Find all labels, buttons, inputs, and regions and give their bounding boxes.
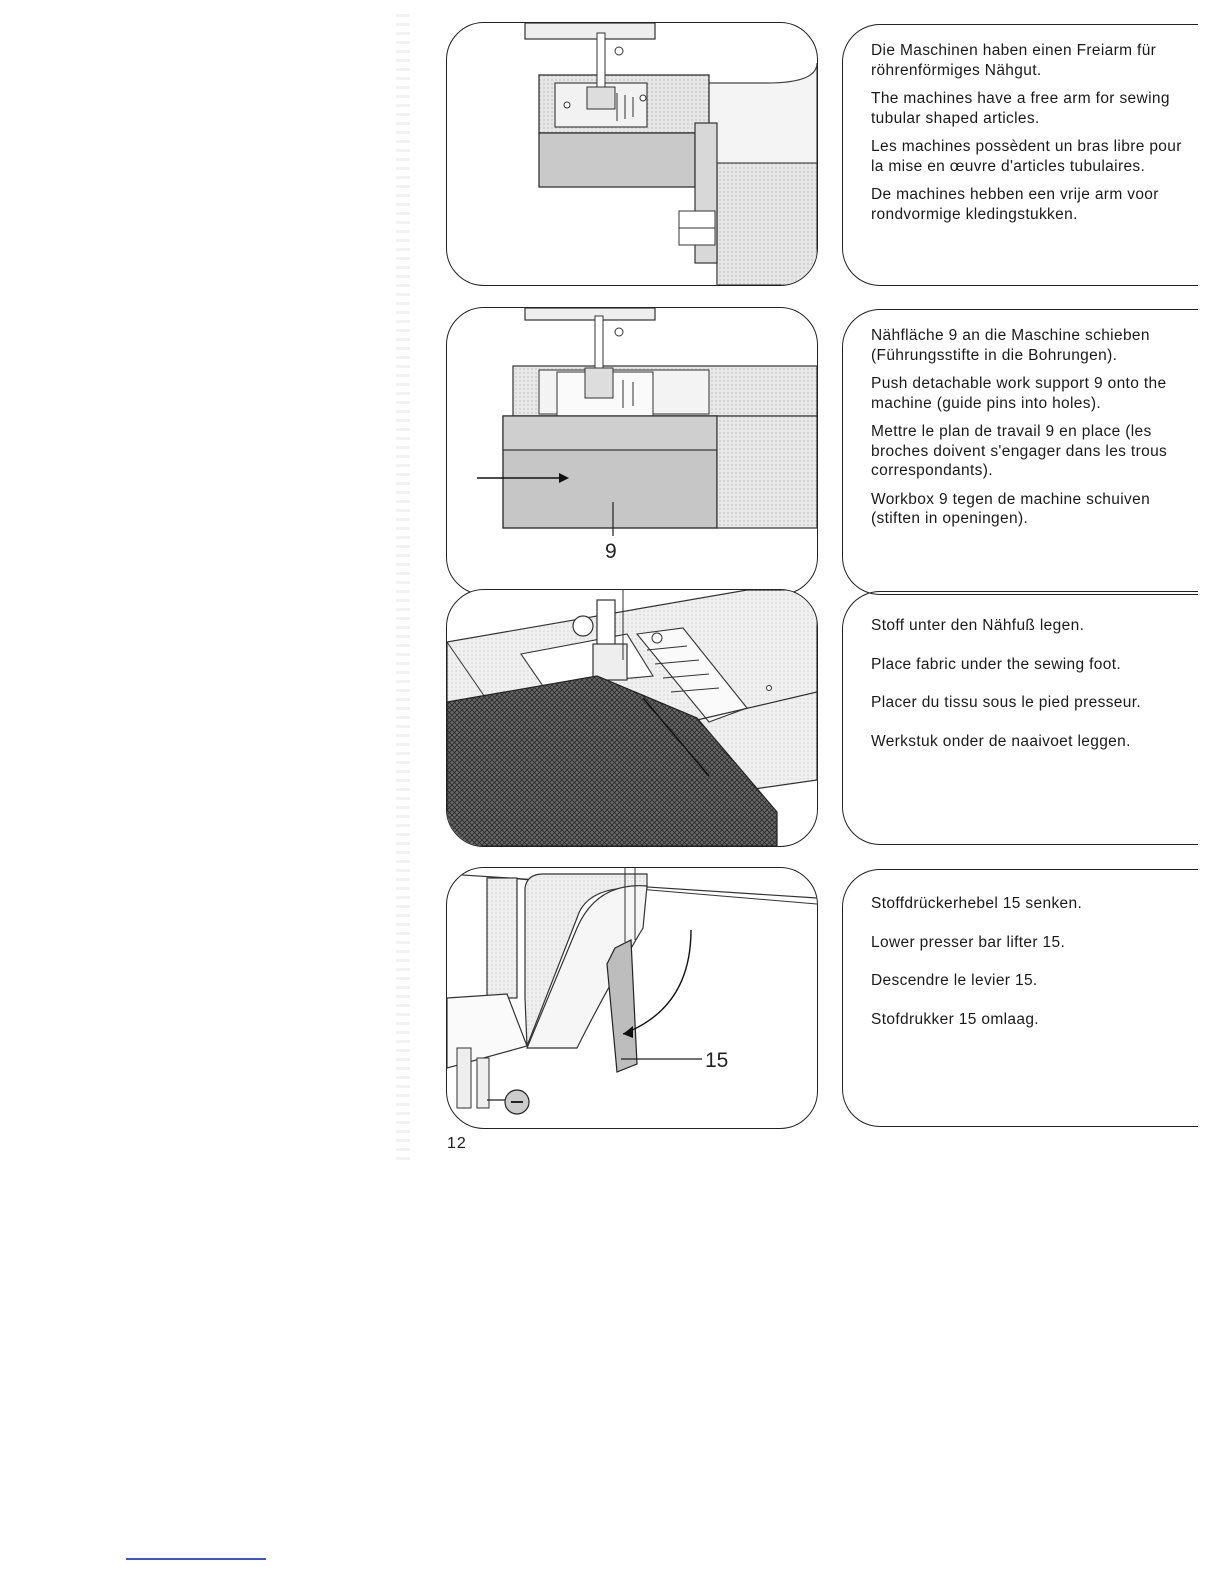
page-number: 12 [447,1135,467,1152]
text-en: Place fabric under the sewing foot. [871,655,1122,673]
text-de: Stoff unter den Nähfuß legen. [871,617,1085,634]
illustration-free-arm [446,22,818,286]
text-de: Stoffdrückerhebel 15 senken. [871,895,1083,912]
callout-label-9: 9 [605,540,617,563]
text-en: Push detachable work support 9 onto the machine (guide pins into holes). [871,375,1167,412]
callout-label-15: 15 [705,1049,729,1072]
text-fr: Descendre le levier 15. [871,972,1038,989]
text-block-work-support [842,309,1198,595]
text-fr: Mettre le plan de travail 9 en place (les broches doivent s'engager dans les trous correspondants). [871,423,1168,479]
text-de: Die Maschinen haben einen Freiarm für röhrenförmiges Nähgut. [871,42,1157,79]
text-en: The machines have a free arm for sewing tubular shaped articles. [871,90,1170,127]
footer-rule [126,1558,266,1560]
scan-edge-artifact [396,14,410,1164]
text-nl: De machines hebben een vrije arm voor rondvormige kledingstukken. [871,186,1159,223]
text-nl: Werkstuk onder de naaivoet leggen. [871,732,1131,750]
text-fr: Placer du tissu sous le pied presseur. [871,694,1142,711]
text-block-fabric [842,591,1198,845]
text-nl: Workbox 9 tegen de machine schuiven (stiften in openingen). [871,490,1151,527]
illustration-presser-bar-lifter [446,867,818,1129]
illustration-fabric-under-foot [446,589,818,847]
text-en: Lower presser bar lifter 15. [871,933,1066,951]
text-nl: Stofdrukker 15 omlaag. [871,1010,1039,1028]
illustration-work-support [446,307,818,595]
text-de: Nähfläche 9 an die Maschine schieben (Führungsstifte in die Bohrungen). [871,327,1150,364]
text-fr: Les machines possèdent un bras libre pour la mise en œuvre d'articles tubulaires. [871,138,1182,175]
text-block-free-arm [842,24,1198,286]
text-block-presser-lifter [842,869,1198,1127]
